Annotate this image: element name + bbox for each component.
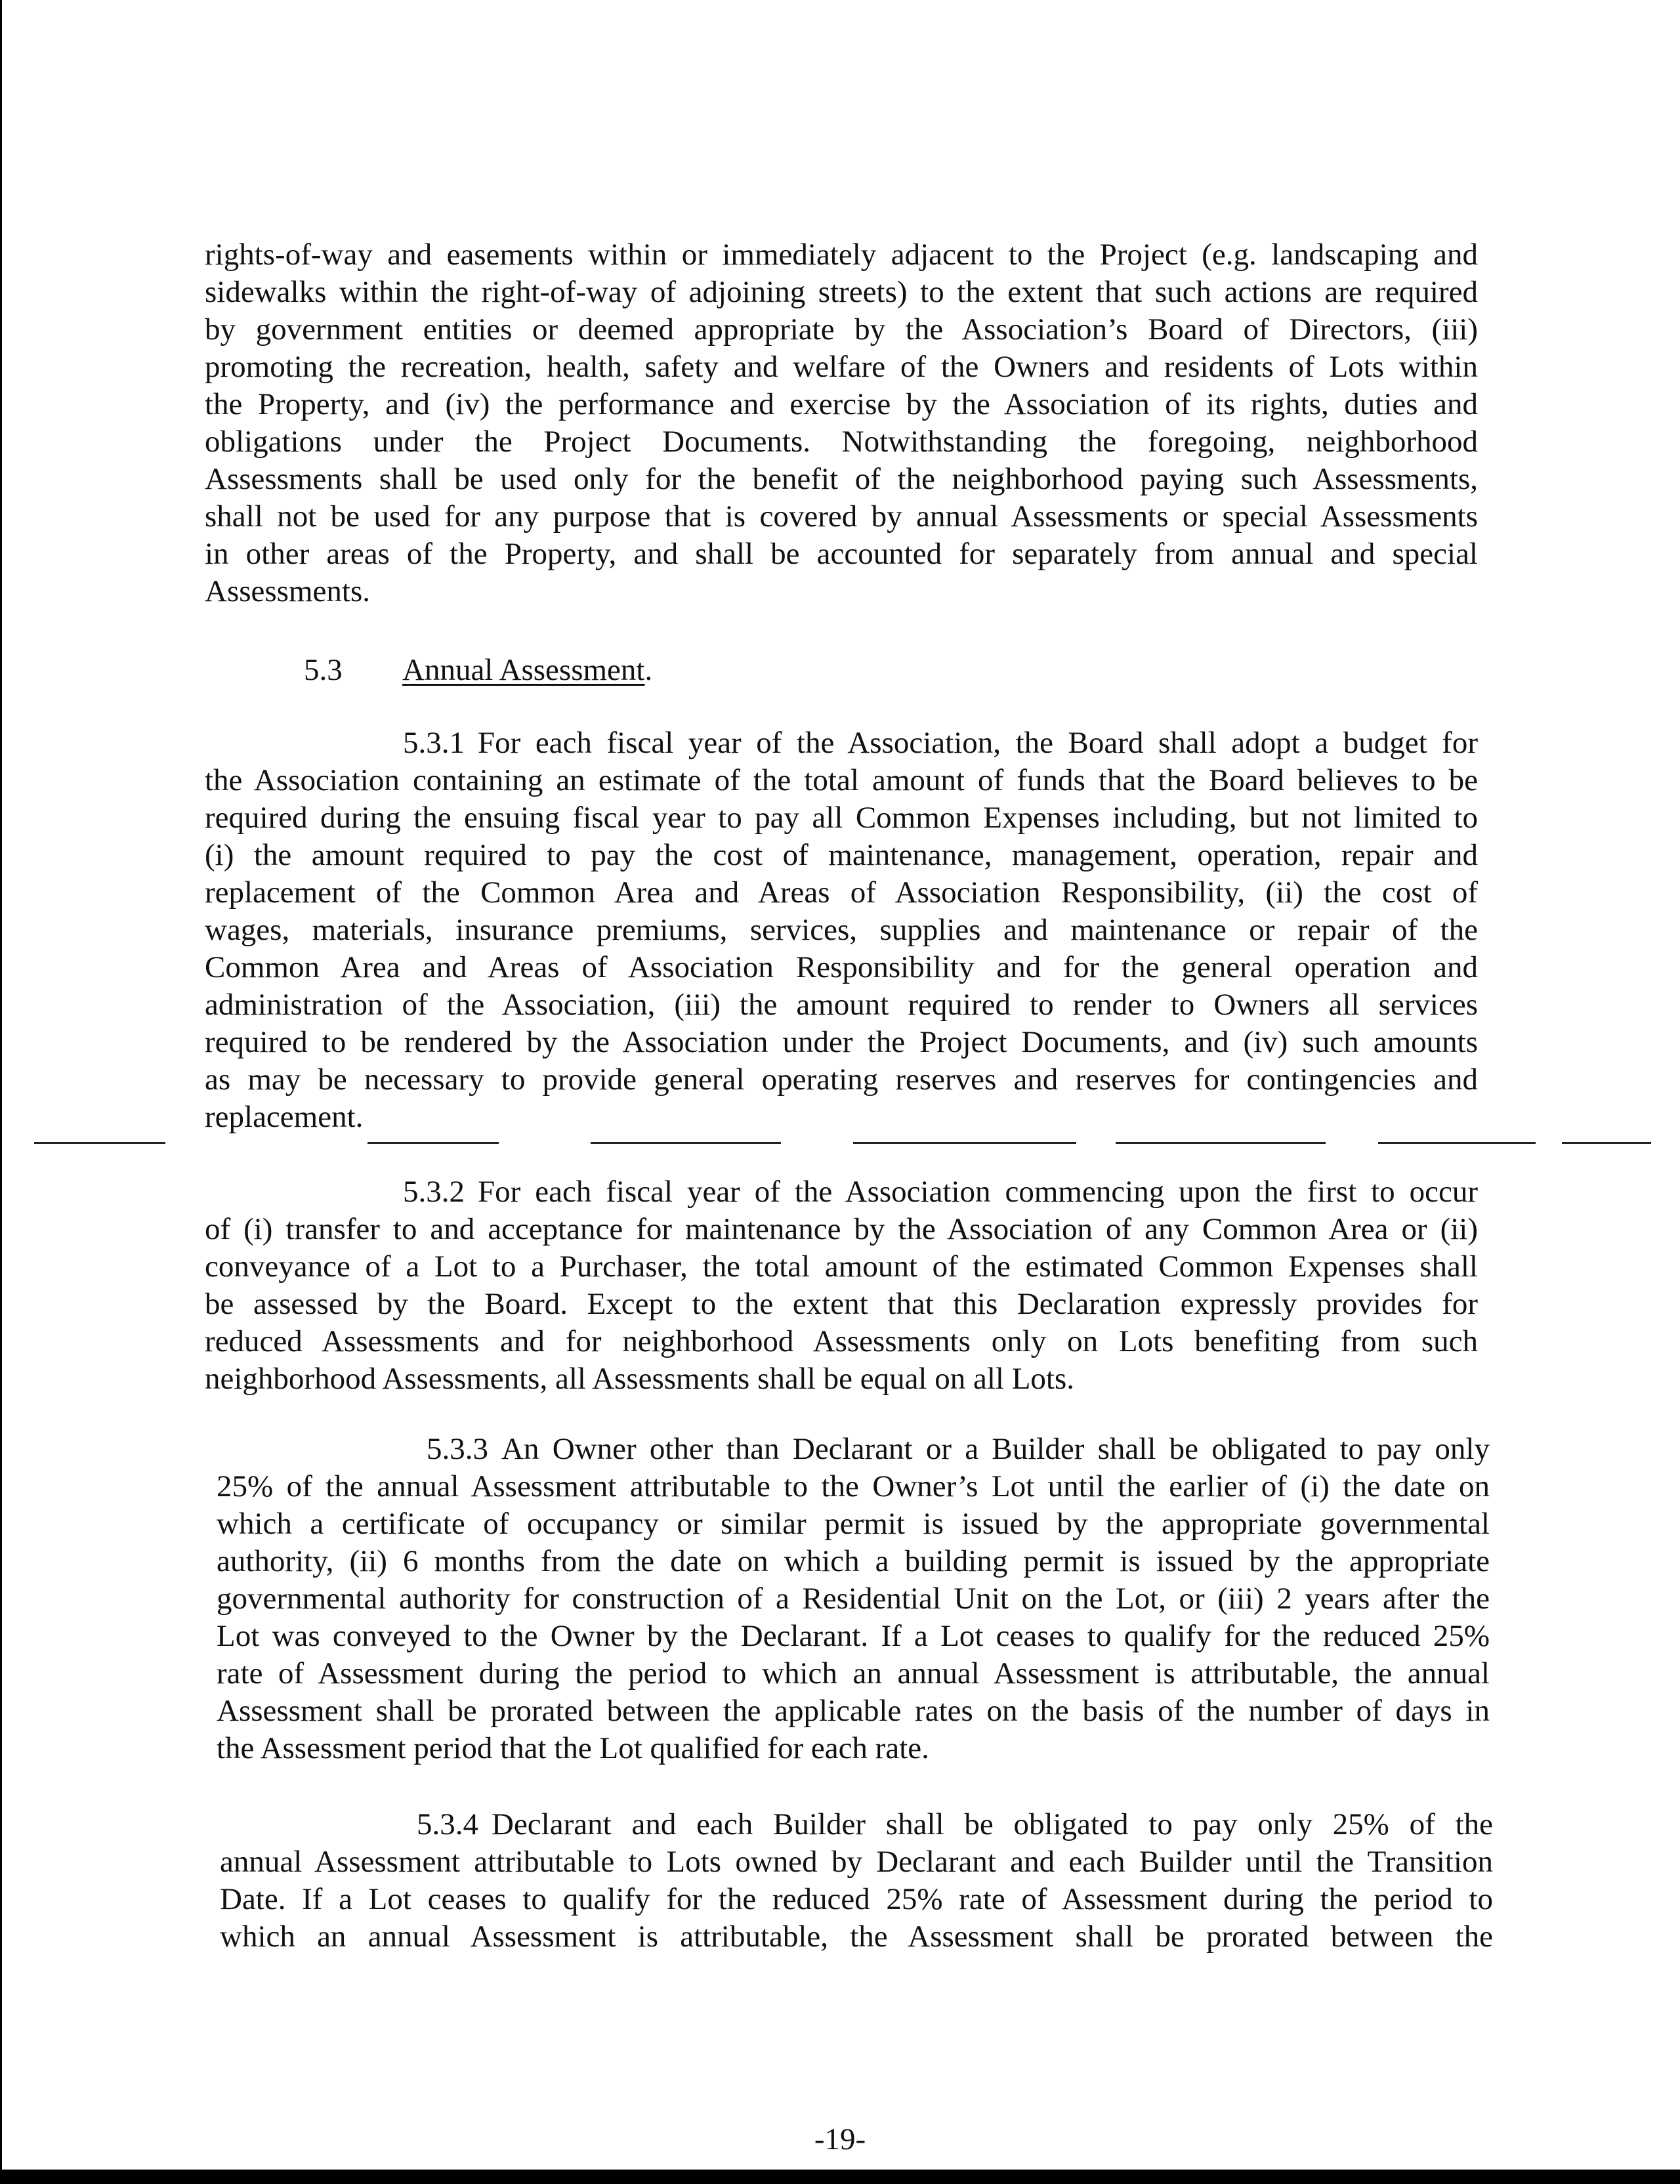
- text-line: which an annual Assessment is attributable, the Assessment shall be prorated between the: [220, 1920, 1493, 1954]
- text-line: of (i) transfer to and acceptance for maintenance by the Association of any Common Area or (ii): [205, 1212, 1478, 1246]
- scan-rule-line: [1562, 1142, 1651, 1144]
- scan-left-edge: [0, 0, 2, 2170]
- text-line: obligations under the Project Documents. Notwithstanding the foregoing, neighborhood: [205, 425, 1478, 459]
- text-line: Assessment shall be prorated between the applicable rates on the basis of the number of days in: [217, 1694, 1490, 1728]
- text-line: Common Area and Areas of Association Responsibility and for the general operation and: [205, 950, 1478, 984]
- text-line: conveyance of a Lot to a Purchaser, the total amount of the estimated Common Expenses shall: [205, 1250, 1478, 1284]
- section-title-period: .: [644, 653, 653, 687]
- text-line: required during the ensuing fiscal year to pay all Common Expenses including, but not limited to: [205, 801, 1478, 835]
- scan-bottom-border: [0, 2170, 1680, 2184]
- text-line: sidewalks within the right-of-way of adjoining streets) to the extent that such actions are required: [205, 275, 1478, 309]
- text-line: Lot was conveyed to the Owner by the Declarant. If a Lot ceases to qualify for the reduced 25%: [217, 1619, 1490, 1653]
- subsection-5-3-4: [220, 1806, 1493, 1956]
- text-line: replacement of the Common Area and Areas of Association Responsibility, (ii) the cost of: [205, 875, 1478, 910]
- text-line: An Owner other than Declarant or a Builder shall be obligated to pay only: [501, 1432, 1490, 1466]
- subsection-5-3-1: [205, 724, 1478, 1136]
- text-line: For each fiscal year of the Association commencing upon the first to occur: [478, 1175, 1478, 1209]
- text-line: required to be rendered by the Association under the Project Documents, and (iv) such amounts: [205, 1025, 1478, 1059]
- subsection-number: 5.3.1: [403, 726, 465, 760]
- section-heading-5-3: [304, 652, 960, 689]
- text-line-first: [205, 1173, 1478, 1211]
- text-line: in other areas of the Property, and shall be accounted for separately from annual and special: [205, 537, 1478, 571]
- scan-rule-line: [853, 1142, 1076, 1144]
- text-line: rights-of-way and easements within or immediately adjacent to the Project (e.g. landscaping and: [205, 238, 1478, 272]
- text-line-first: [220, 1806, 1493, 1843]
- text-line: administration of the Association, (iii) the amount required to render to Owners all services: [205, 988, 1478, 1022]
- text-line: annual Assessment attributable to Lots owned by Declarant and each Builder until the Transition: [220, 1845, 1493, 1879]
- subsection-number: 5.3.2: [403, 1175, 465, 1209]
- text-line: 25% of the annual Assessment attributable to the Owner’s Lot until the earlier of (i) the date on: [217, 1469, 1490, 1503]
- intro-paragraph: [205, 236, 1478, 610]
- text-line: the Association containing an estimate of the total amount of funds that the Board believes to be: [205, 763, 1478, 797]
- text-line: rate of Assessment during the period to which an annual Assessment is attributable, the annual: [217, 1656, 1490, 1690]
- text-line: shall not be used for any purpose that is covered by annual Assessments or special Assessments: [205, 499, 1478, 534]
- text-line-first: [217, 1431, 1490, 1468]
- subsection-number: 5.3.4: [417, 1807, 478, 1841]
- text-line: governmental authority for construction of a Residential Unit on the Lot, or (iii) 2 years after the: [217, 1582, 1490, 1616]
- subsection-5-3-2: [205, 1173, 1478, 1398]
- section-number: 5.3: [304, 653, 343, 687]
- text-line: Declarant and each Builder shall be obligated to pay only 25% of the: [492, 1807, 1493, 1841]
- text-line: Assessments shall be used only for the benefit of the neighborhood paying such Assessments,: [205, 462, 1478, 496]
- text-line: Date. If a Lot ceases to qualify for the reduced 25% rate of Assessment during the period to: [220, 1882, 1493, 1916]
- text-line: by government entities or deemed appropriate by the Association’s Board of Directors, (iii): [205, 312, 1478, 346]
- scan-rule-line: [591, 1142, 781, 1144]
- text-line: promoting the recreation, health, safety and welfare of the Owners and residents of Lots within: [205, 350, 1478, 384]
- text-line: neighborhood Assessments, all Assessments shall be equal on all Lots.: [205, 1362, 1075, 1396]
- text-line: the Assessment period that the Lot qualified for each rate.: [217, 1731, 929, 1765]
- text-line: authority, (ii) 6 months from the date on which a building permit is issued by the appropriate: [217, 1544, 1490, 1578]
- text-line: wages, materials, insurance premiums, services, supplies and maintenance or repair of the: [205, 913, 1478, 947]
- text-line: For each fiscal year of the Association, the Board shall adopt a budget for: [478, 726, 1478, 760]
- page-number: -19-: [814, 2122, 866, 2156]
- text-line: as may be necessary to provide general operating reserves and reserves for contingencies and: [205, 1062, 1478, 1097]
- scan-rule-line: [34, 1142, 165, 1144]
- subsection-number: 5.3.3: [427, 1432, 488, 1466]
- scan-rule-line: [1378, 1142, 1536, 1144]
- text-line-first: [205, 724, 1478, 762]
- text-line: replacement.: [205, 1100, 364, 1134]
- scan-rule-line: [1116, 1142, 1326, 1144]
- subsection-5-3-3: [217, 1431, 1490, 1767]
- text-line: (i) the amount required to pay the cost of maintenance, management, operation, repair and: [205, 838, 1478, 872]
- text-line: the Property, and (iv) the performance and exercise by the Association of its rights, duties and: [205, 387, 1478, 421]
- section-title-underlined: Annual Assessment: [402, 653, 645, 687]
- text-line: be assessed by the Board. Except to the extent that this Declaration expressly provides for: [205, 1287, 1478, 1321]
- text-line: which a certificate of occupancy or similar permit is issued by the appropriate governmental: [217, 1507, 1490, 1541]
- text-line: Assessments.: [205, 574, 370, 608]
- section-title: [402, 652, 652, 689]
- scan-rule-line: [368, 1142, 499, 1144]
- text-line: reduced Assessments and for neighborhood Assessments only on Lots benefiting from such: [205, 1324, 1478, 1358]
